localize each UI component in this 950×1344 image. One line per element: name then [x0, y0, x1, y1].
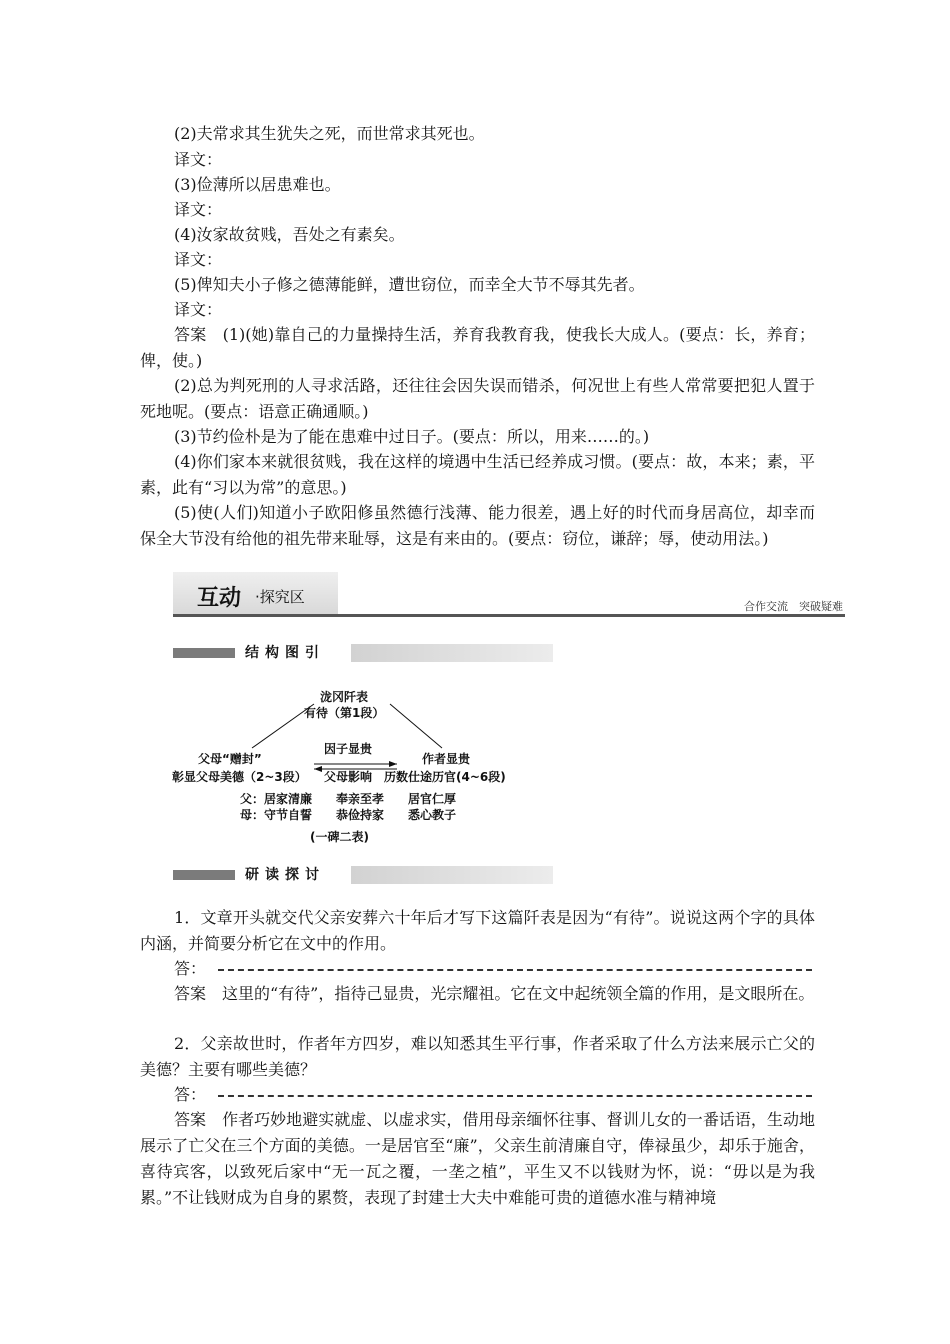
answer-blank[interactable]: [218, 1095, 812, 1097]
diagram-title: 泷冈阡表: [320, 690, 369, 704]
banner-title: 互动: [197, 586, 242, 611]
question-2-answer: 答案 作者巧妙地避实就虚、以虚求实，借用母亲缅怀往事、督训儿女的一番话语，生动地展示了亡父在三个方面的美德。一是居官至“廉”，父亲生前清廉自守，俸禄虽少，却乐于施舍，喜待宾客，以致死后家中“无一瓦之覆，一垄之植”，平生又不以钱财为怀，说：“毋以是为我累。”不让钱财成为自身的累赘，表现了封建士大夫中难能可贵的道德水准与精神境: [140, 1110, 815, 1207]
diagram-father-row: 父：居家清廉 奉亲至孝 居官仁厚: [240, 792, 457, 806]
section-bar: [173, 870, 235, 880]
answer-paragraph-3: (3)节约俭朴是为了能在患难中过日子。(要点：所以，用来……的。): [174, 427, 650, 446]
structure-diagram: [172, 682, 512, 852]
section-bar: [173, 648, 235, 658]
sentence-2: (2)夫常求其生犹失之死，而世常求其死也。: [174, 124, 485, 143]
answer-paragraph-4: (4)你们家本来就很贫贱，我在这样的境遇中生活已经养成习惯。(要点：故，本来；素，平素，此有“习以为常”的意思。): [140, 452, 815, 497]
diagram-subtitle: 有待（第1段）: [304, 706, 385, 720]
diagram-mid-top: 因子显贵: [324, 742, 373, 756]
answer-line-1: [174, 956, 814, 982]
banner-rule: [173, 614, 845, 617]
banner-subtitle: ·探究区: [255, 588, 305, 606]
diagram-left-top: 父母“赠封”: [198, 752, 262, 766]
answer-blank[interactable]: [218, 969, 812, 971]
sentence-3: (3)俭薄所以居患难也。: [174, 175, 341, 194]
banner-tagline: 合作交流 突破疑难: [744, 600, 843, 613]
translation-label-3: 译文：: [174, 200, 223, 219]
question-1-answer: 答案 这里的“有待”，指待己显贵，光宗耀祖。它在文中起统领全篇的作用，是文眼所在。: [174, 984, 815, 1003]
section-banner: [173, 572, 845, 616]
diagram-mother-row: 母：守节自誓 恭俭持家 悉心教子: [240, 808, 457, 822]
question-1: 1．文章开头就交代父亲安葬六十年后才写下这篇阡表是因为“有待”。说说这两个字的具体内涵，并简要分析它在文中的作用。: [140, 908, 815, 953]
section-tail: [351, 644, 553, 662]
diagram-right-bottom: 历数仕途历官(4~6段): [384, 770, 506, 784]
answer-label: 答：: [174, 1085, 207, 1104]
section-title: 结构图引: [237, 644, 349, 662]
translation-label-4: 译文：: [174, 250, 223, 269]
translation-label-5: 译文：: [174, 300, 223, 319]
sentence-5: (5)俾知夫小子修之德薄能鲜，遭世窃位，而幸全大节不辱其先者。: [174, 275, 645, 294]
section-title: 研读探讨: [237, 866, 349, 884]
translation-label-2: 译文：: [174, 150, 223, 169]
diagram-mid-bottom: 父母影响: [324, 770, 373, 784]
diagram-left-bottom: 彰显父母美德（2~3段）: [172, 770, 307, 784]
section-header-discussion: [173, 866, 553, 884]
section-tail: [351, 866, 553, 884]
question-2: 2．父亲故世时，作者年方四岁，难以知悉其生平行事，作者采取了什么方法来展示亡父的美德？主要有哪些美德？: [140, 1034, 815, 1079]
answer-paragraph-5: (5)使(人们)知道小子欧阳修虽然德行浅薄、能力很差，遇上好的时代而身居高位，却幸而保全大节没有给他的祖先带来耻辱，这是有来由的。(要点：窃位，谦辞；辱，使动用法。): [140, 503, 815, 548]
answer-paragraph-2: (2)总为判死刑的人寻求活路，还往往会因失误而错杀，何况世上有些人常常要把犯人置于死地呢。(要点：语意正确通顺。): [140, 376, 815, 421]
section-header-structure: [173, 644, 553, 662]
diagram-caption: (一碑二表): [310, 830, 369, 844]
answer-label: 答：: [174, 959, 207, 978]
banner-box: [173, 572, 338, 614]
answer-line-2: [174, 1082, 814, 1108]
sentence-4: (4)汝家故贫贱，吾处之有素矣。: [174, 225, 405, 244]
answer-paragraph-1: 答案 (1)(她)靠自己的力量操持生活，养育我教育我，使我长大成人。(要点：长，养育；俾，使。): [140, 325, 815, 370]
diagram-right-top: 作者显贵: [422, 752, 471, 766]
